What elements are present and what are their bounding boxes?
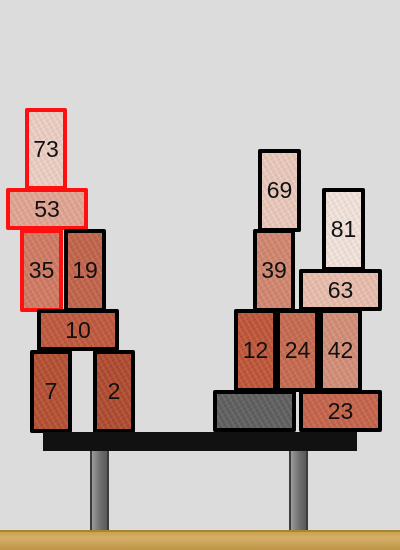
block-24[interactable] <box>276 309 319 392</box>
block-label: 19 <box>72 257 98 283</box>
block-label: 23 <box>327 397 354 424</box>
block-label: 39 <box>261 257 287 283</box>
block-label: 24 <box>284 337 311 363</box>
block-12[interactable] <box>234 309 277 392</box>
block-35[interactable] <box>20 229 63 312</box>
stone-block <box>213 390 296 432</box>
block-69[interactable] <box>258 149 301 232</box>
block-73[interactable] <box>25 108 67 190</box>
block-2[interactable] <box>93 350 135 433</box>
block-label: 42 <box>327 337 354 363</box>
block-label: 12 <box>242 337 269 363</box>
block-label: 10 <box>65 316 91 343</box>
table-leg-right <box>289 451 308 531</box>
block-label: 53 <box>34 195 60 222</box>
block-10[interactable] <box>37 309 119 351</box>
block-label: 73 <box>33 135 59 162</box>
table-leg-left <box>90 451 109 531</box>
block-63[interactable] <box>299 269 382 311</box>
block-7[interactable] <box>30 350 72 433</box>
floor <box>0 530 400 550</box>
block-23[interactable] <box>299 390 382 432</box>
table-top <box>43 432 357 451</box>
block-19[interactable] <box>64 229 106 312</box>
block-label: 35 <box>28 257 55 283</box>
block-42[interactable] <box>319 309 362 392</box>
block-39[interactable] <box>253 229 295 312</box>
block-53[interactable] <box>6 188 88 230</box>
block-label: 2 <box>107 378 121 404</box>
block-label: 63 <box>327 276 354 303</box>
block-81[interactable] <box>322 188 365 271</box>
block-label: 69 <box>266 177 293 203</box>
block-label: 81 <box>330 216 357 242</box>
block-label: 7 <box>44 378 58 404</box>
